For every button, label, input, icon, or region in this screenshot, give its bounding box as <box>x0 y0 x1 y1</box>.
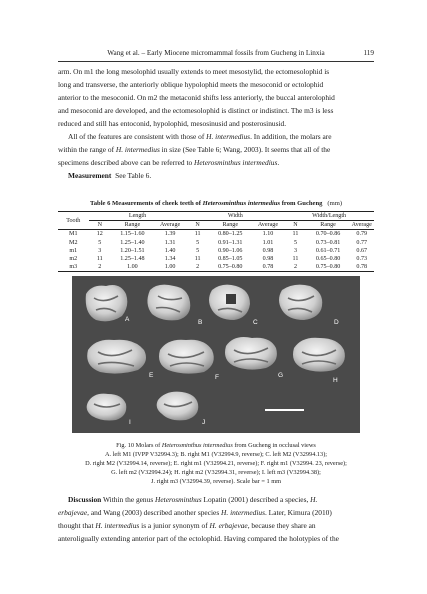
sub-header-range: Range <box>111 221 154 230</box>
discussion-section <box>58 493 374 545</box>
label-I: I <box>129 419 131 426</box>
molar-E <box>87 340 146 374</box>
label-J: J <box>202 419 206 426</box>
label-D: D <box>334 319 339 326</box>
label-G: G <box>278 372 284 379</box>
sub-header-average: Average <box>350 221 375 230</box>
measurement-section <box>58 170 374 183</box>
molar-C <box>209 285 250 320</box>
text-line: within the range of H. intermedius in size (See Table 6; Wang, 2003). It seems that all of the <box>58 144 331 154</box>
table-row: M1 12 1.15–1.60 1.39 11 0.80–1.25 1.10 11 0.70–0.86 0.79 <box>69 231 368 238</box>
text-line: erbajevae, and Wang (2003) described another species H. intermedius. Later, Kimura (2010) <box>58 508 332 517</box>
molar-F <box>159 340 214 374</box>
text-line: Discussion Within the genus Heterosminthus Lopatin (2001) described a species, H. <box>68 495 318 504</box>
label-H: H <box>333 377 338 384</box>
table-header-row <box>58 212 374 221</box>
running-title: Wang et al. – Early Miocene micromammal fossils from Gucheng in Linxia <box>107 49 325 57</box>
text-line: All of the features are consistent with those of H. intermedius. In addition, the molars are <box>68 132 332 141</box>
text-line: anteroligually extending anterior part of the ectolophid. Having compared the holotypies of the <box>58 534 339 543</box>
table-row: m2 11 1.25–1.48 1.34 11 0.85–1.05 0.98 11 0.65–0.80 0.73 <box>69 256 368 263</box>
molar-images <box>72 276 360 433</box>
caption-line: A. left M1 (IVPP V32994.3); B. right M1 (V32994.9, reverse); C. left M2 (V32994.13); <box>104 451 328 459</box>
molar-I <box>87 394 127 421</box>
discussion-heading: Discussion <box>68 495 102 504</box>
table-title: Table 6 Measurements of cheek teeth of Heterosminthus intermedius from Gucheng (mm) <box>89 200 343 207</box>
sub-header-range: Range <box>307 221 350 230</box>
sub-header-average: Average <box>252 221 285 230</box>
tooth-header: Tooth <box>58 212 89 230</box>
measurement-text: See Table 6. <box>115 171 152 180</box>
table-row: M2 5 1.25–1.40 1.31 5 0.91–1.31 1.01 5 0.73–0.81 0.77 <box>69 239 368 246</box>
sub-header-n: N <box>284 221 306 230</box>
caption-line: Fig. 10 Molars of Heterosminthus intermedius from Gucheng in occlusal views <box>116 442 316 449</box>
text-line: arm. On m1 the long mesolophid usually extends to meet mesostylid, the ectomesolophid is <box>58 67 330 76</box>
text-line: long and transverse, the anteriorly oblique hypolophid meets the mesoconid or ectolophid <box>58 79 324 89</box>
running-header <box>58 49 374 62</box>
page-number: 119 <box>363 49 374 57</box>
group-header-length: Length <box>89 212 187 221</box>
label-F: F <box>215 374 219 381</box>
text-line: anterior to the mesoconid. On m2 the metaconid shifts less anteriorly, the buccal anterolophid <box>58 92 335 102</box>
molar-B <box>147 285 190 321</box>
molar-J <box>157 392 199 421</box>
table-subheader-row <box>58 221 374 230</box>
molar-A <box>86 285 128 321</box>
paragraph-consistency <box>58 131 374 170</box>
scale-bar <box>265 409 304 411</box>
sub-header-range: Range <box>209 221 252 230</box>
molar-G <box>225 337 277 370</box>
group-header-ratio: Width/Length <box>284 212 374 221</box>
label-E: E <box>149 372 154 379</box>
molar-D <box>279 285 322 320</box>
sub-header-n: N <box>89 221 111 230</box>
molar-photo-plate <box>72 276 360 433</box>
caption-line: J. right m3 (V32994.39, reverse). Scale bar = 1 mm <box>151 478 281 486</box>
figure-caption <box>58 441 374 486</box>
sub-header-n: N <box>186 221 208 230</box>
group-header-width: Width <box>186 212 284 221</box>
molar-H <box>293 338 345 372</box>
text-line: reduced and still has entoconid, hypolophid, mesosinusid and posterosinusid. <box>58 118 287 128</box>
caption-line: G. left m2 (V32994.24); H. right m2 (V32994.31, reverse); I. left m3 (V32994.38); <box>111 469 321 477</box>
label-B: B <box>198 319 203 326</box>
measurement-heading: Measurement <box>68 171 112 180</box>
label-C: C <box>253 319 258 326</box>
text-line: specimens described above can be referred to Heterosminthus intermedius. <box>58 157 280 167</box>
table-row: m3 2 1.00 1.00 2 0.75–0.80 0.78 2 0.75–0.80 0.78 <box>58 263 374 272</box>
text-line: thought that H. intermedius is a junior synonym of H. erbajevae, because they share an <box>58 521 316 530</box>
label-A: A <box>125 316 130 323</box>
sub-header-average: Average <box>154 221 187 230</box>
paragraph-m1-m2 <box>58 66 374 131</box>
caption-line: D. right M2 (V32994.14, reverse); E. right m1 (V32994.21, reverse); F. right m1 (V32994. 23, reverse); <box>85 460 347 468</box>
measurements-table <box>58 211 374 272</box>
text-line: and mesoconid are developed, and the ectomesolophid is distinct or indistinct. The m3 is less <box>58 105 334 115</box>
table-row: m1 3 1.20–1.51 1.40 5 0.90–1.06 0.98 3 0.61–0.71 0.67 <box>69 247 368 254</box>
